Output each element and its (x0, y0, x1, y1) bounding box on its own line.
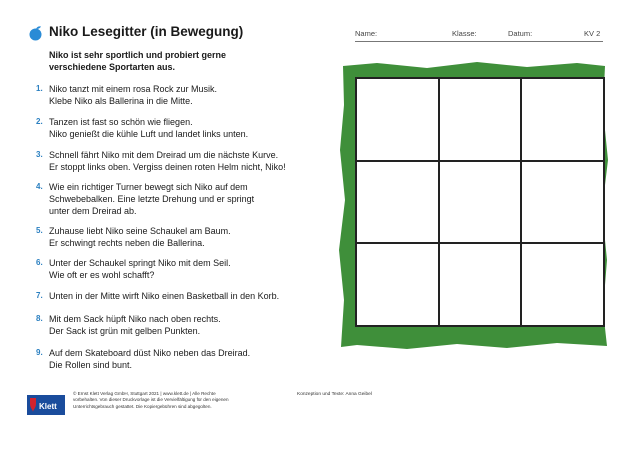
intro-text (49, 49, 289, 73)
task-line: unter dem Dreirad ab. (49, 206, 137, 216)
grid-cell-bottom-left[interactable] (356, 243, 439, 326)
grid-cell-bottom-right[interactable] (521, 243, 604, 326)
task-number: 5. (36, 226, 43, 235)
grid-cell-middle-left[interactable] (356, 161, 439, 244)
task-line: Mit dem Sack hüpft Niko nach oben rechts. (49, 314, 221, 324)
datum-field-label: Datum: (508, 29, 533, 38)
intro-line: verschiedene Sportarten aus. (49, 62, 176, 72)
task-number: 9. (36, 348, 43, 357)
apple-icon (28, 25, 44, 41)
grid-cell-bottom-center[interactable] (439, 243, 522, 326)
logo-text: Klett (39, 402, 57, 411)
task-line: Der Sack ist grün mit gelben Punkten. (49, 326, 201, 336)
task-line: Er schwingt rechts neben die Ballerina. (49, 238, 205, 248)
task-line: Auf dem Skateboard düst Niko neben das Dreirad. (49, 348, 251, 358)
grid-cell-center[interactable] (439, 161, 522, 244)
task-number: 2. (36, 117, 43, 126)
worksheet-code: KV 2 (584, 29, 601, 38)
task-number: 1. (36, 84, 43, 93)
credits: Konzeption und Texte: Anna Geibel (297, 392, 372, 397)
header-fields (355, 29, 603, 42)
intro-line: Niko ist sehr sportlich und probiert gerne (49, 50, 227, 60)
grid-cell-middle-right[interactable] (521, 161, 604, 244)
task-line: Schwebebalken. Eine letzte Drehung und er springt (49, 194, 255, 204)
klett-logo (27, 395, 65, 415)
task-line: Klebe Niko als Ballerina in die Mitte. (49, 96, 193, 106)
grid-cell-top-right[interactable] (521, 78, 604, 161)
task-line: Wie oft er es wohl schafft? (49, 270, 155, 280)
task-line: Unten in der Mitte wirft Niko einen Basketball in den Korb. (49, 291, 280, 301)
task-line: Zuhause liebt Niko seine Schaukel am Baum. (49, 226, 231, 236)
task-line: Er stoppt links oben. Vergiss deinen roten Helm nicht, Niko! (49, 162, 286, 172)
copyright-line: Unterrichtsgebrauch gestattet. Die Kopiergebühren sind abgegolten. (73, 403, 212, 409)
task-line: Niko genießt die kühle Luft und landet links unten. (49, 129, 249, 139)
task-number: 8. (36, 314, 43, 323)
copyright-line: vorbehalten. Von dieser Druckvorlage ist die Vervielfältigung für den eigenen (73, 397, 229, 403)
name-field-label: Name: (355, 29, 378, 38)
task-number: 7. (36, 291, 43, 300)
grid-cell-top-left[interactable] (356, 78, 439, 161)
task-line: Niko tanzt mit einem rosa Rock zur Musik. (49, 84, 218, 94)
copyright-line: © Ernst Klett Verlag GmbH, Stuttgart 2021 | www.klett.de | Alle Rechte (73, 391, 216, 396)
page-title: Niko Lesegitter (in Bewegung) (49, 24, 244, 39)
task-number: 3. (36, 150, 43, 159)
task-line: Schnell fährt Niko mit dem Dreirad um die nächste Kurve. (49, 150, 279, 160)
reading-grid (355, 77, 605, 327)
task-line: Wie ein richtiger Turner bewegt sich Niko auf dem (49, 182, 248, 192)
task-line: Tanzen ist fast so schön wie fliegen. (49, 117, 193, 127)
task-line: Unter der Schaukel springt Niko mit dem Seil. (49, 258, 231, 268)
klasse-field-label: Klasse: (452, 29, 477, 38)
grid-cell-top-center[interactable] (439, 78, 522, 161)
task-number: 4. (36, 182, 43, 191)
task-number: 6. (36, 258, 43, 267)
copyright-notice (73, 391, 273, 410)
task-line: Die Rollen sind bunt. (49, 360, 133, 370)
